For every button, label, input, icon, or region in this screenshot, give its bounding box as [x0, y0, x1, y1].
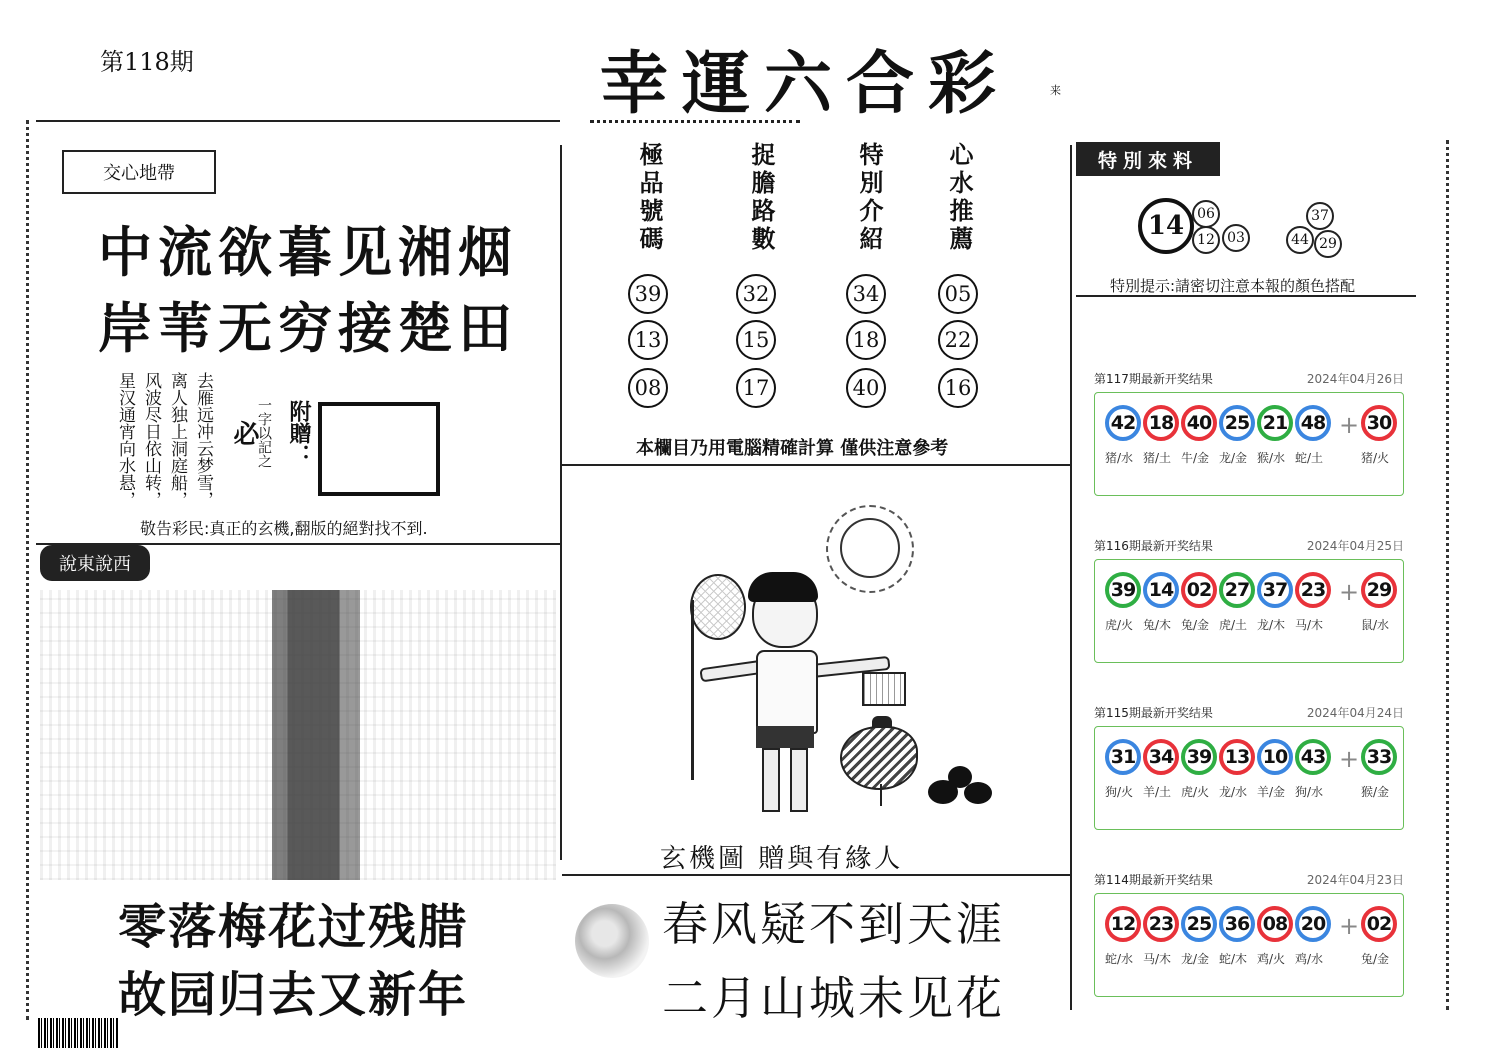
result-ball: 23 — [1143, 906, 1179, 942]
zodiac-label: 牛/金 — [1180, 451, 1210, 465]
boy-leg — [790, 748, 808, 812]
small-ball: 44 — [1286, 226, 1314, 254]
result-ball: 23 — [1295, 572, 1331, 608]
result-ball: 12 — [1105, 906, 1141, 942]
result-card-114 — [1082, 871, 1418, 1021]
result-ball: 31 — [1105, 739, 1141, 775]
result-ball: 37 — [1257, 572, 1293, 608]
result-balls — [1094, 392, 1404, 496]
result-ball: 39 — [1181, 739, 1217, 775]
result-ball: 43 — [1295, 739, 1331, 775]
section-tag-jiaoxin: 交心地帶 — [62, 150, 216, 194]
number-ball: 05 — [938, 274, 978, 314]
poem-mid-line-2: 故园归去又新年 — [118, 967, 469, 1023]
title-ornament — [590, 120, 800, 123]
zodiac-label: 蛇/木 — [1218, 952, 1248, 966]
number-ball: 22 — [938, 320, 978, 360]
zodiac-label: 猪/水 — [1104, 451, 1134, 465]
page-title: 幸運六合彩 — [600, 44, 1011, 124]
result-ball: 39 — [1105, 572, 1141, 608]
stone-icon — [964, 782, 992, 804]
basket-icon — [862, 672, 906, 706]
number-ball: 18 — [846, 320, 886, 360]
zodiac-label: 马/木 — [1294, 618, 1324, 632]
result-ball: 25 — [1181, 906, 1217, 942]
result-ball: 08 — [1257, 906, 1293, 942]
right-vine-border — [1436, 140, 1449, 1010]
small-ball: 12 — [1192, 226, 1220, 254]
zodiac-label: 虎/火 — [1180, 785, 1210, 799]
column-head-1: 極品號碼 — [635, 142, 664, 254]
computer-note: 本欄目乃用電腦精確計算 僅供注意參考 — [636, 438, 949, 459]
result-date: 2024年04月26日 — [1306, 372, 1404, 386]
result-balls — [1094, 893, 1404, 997]
issue-number: 第118期 — [100, 48, 194, 76]
boy-leg — [762, 748, 780, 812]
result-ball: 10 — [1257, 739, 1293, 775]
result-ball: 20 — [1295, 906, 1331, 942]
zodiac-label: 猴/水 — [1256, 451, 1286, 465]
boy-arm-left — [699, 660, 764, 683]
zodiac-label: 猪/火 — [1360, 451, 1390, 465]
column-head-4: 心水推薦 — [945, 142, 974, 254]
zodiac-label: 羊/土 — [1142, 785, 1172, 799]
column-head-3: 特別介紹 — [855, 142, 884, 254]
result-date: 2024年04月25日 — [1306, 539, 1404, 553]
number-ball: 17 — [736, 368, 776, 408]
result-balls — [1094, 726, 1404, 830]
special-result-ball: 33 — [1361, 739, 1397, 775]
section-tag-tebie: 特別來料 — [1076, 142, 1220, 176]
cartoon-caption: 玄機圖 贈與有緣人 — [660, 844, 904, 874]
result-date: 2024年04月24日 — [1306, 706, 1404, 720]
plus-icon: + — [1339, 411, 1360, 439]
result-balls — [1094, 559, 1404, 663]
middle-rule-1 — [562, 464, 1070, 466]
number-ball: 32 — [736, 274, 776, 314]
verse-2: 离人独上洞庭船， — [167, 372, 187, 508]
number-ball: 13 — [628, 320, 668, 360]
title-tail: 来 — [1050, 84, 1061, 97]
poem-line-1: 中流欲暮见湘烟 — [98, 220, 518, 284]
small-ball: 06 — [1192, 200, 1220, 228]
column-head-2: 捉膽路數 — [747, 142, 776, 254]
result-title: 第116期最新开奖结果 — [1094, 539, 1213, 553]
zodiac-label: 龙/木 — [1256, 618, 1286, 632]
number-ball: 39 — [628, 274, 668, 314]
bi-character: 必 — [229, 420, 259, 446]
verse-4: 星汉通宵向水悬， — [115, 372, 135, 508]
number-ball: 40 — [846, 368, 886, 408]
result-ball: 14 — [1143, 572, 1179, 608]
number-ball: 34 — [846, 274, 886, 314]
result-ball: 34 — [1143, 739, 1179, 775]
zodiac-label: 兔/木 — [1142, 618, 1172, 632]
main-special-ball: 14 — [1138, 198, 1194, 254]
result-ball: 02 — [1181, 572, 1217, 608]
zodiac-label: 猪/土 — [1142, 451, 1172, 465]
zodiac-label: 狗/水 — [1294, 785, 1324, 799]
result-ball: 48 — [1295, 405, 1331, 441]
zodiac-label: 兔/金 — [1180, 618, 1210, 632]
result-ball: 40 — [1181, 405, 1217, 441]
poem-mid-line-1: 零落梅花过残腊 — [118, 899, 469, 955]
small-ball: 29 — [1314, 230, 1342, 258]
result-ball: 25 — [1219, 405, 1255, 441]
scanned-text-area — [40, 590, 556, 880]
zodiac-label: 鸡/水 — [1294, 952, 1324, 966]
result-title: 第115期最新开奖结果 — [1094, 706, 1213, 720]
butterfly-net-icon — [690, 574, 746, 640]
zodiac-label: 蛇/土 — [1294, 451, 1324, 465]
result-ball: 21 — [1257, 405, 1293, 441]
result-date: 2024年04月23日 — [1306, 873, 1404, 887]
number-ball: 16 — [938, 368, 978, 408]
zodiac-label: 猴/金 — [1360, 785, 1390, 799]
zodiac-label: 鸡/火 — [1256, 952, 1286, 966]
one-word-hint: 一字以記之 — [256, 398, 272, 468]
barcode — [38, 1018, 118, 1048]
result-ball: 18 — [1143, 405, 1179, 441]
special-result-ball: 29 — [1361, 572, 1397, 608]
net-pole — [691, 600, 694, 780]
special-result-ball: 02 — [1361, 906, 1397, 942]
center-right-divider — [1070, 145, 1072, 1010]
zodiac-label: 兔/金 — [1360, 952, 1390, 966]
small-ball: 03 — [1222, 224, 1250, 252]
notice-text: 敬告彩民:真正的玄機,翻版的絕對找不到. — [140, 519, 428, 538]
zodiac-label: 龙/金 — [1180, 952, 1210, 966]
boy-shorts — [756, 726, 814, 748]
result-ball: 36 — [1219, 906, 1255, 942]
zodiac-label: 虎/火 — [1104, 618, 1134, 632]
boy-body — [756, 650, 818, 734]
zodiac-label: 狗/火 — [1104, 785, 1134, 799]
zodiac-label: 龙/水 — [1218, 785, 1248, 799]
section-tag-shuodong: 說東說西 — [40, 545, 150, 581]
left-vine-border — [26, 120, 39, 1020]
sun-icon — [840, 518, 900, 578]
result-card-116 — [1082, 537, 1418, 687]
special-result-ball: 30 — [1361, 405, 1397, 441]
plus-icon: + — [1339, 912, 1360, 940]
yin-yang-icon — [575, 904, 649, 978]
zodiac-label: 龙/金 — [1218, 451, 1248, 465]
zodiac-label: 马/木 — [1142, 952, 1172, 966]
rooster-icon — [840, 726, 918, 790]
rooster-leg — [880, 784, 882, 806]
center-left-divider — [560, 145, 562, 860]
poem-br-line-1: 春风疑不到天涯 — [662, 897, 1005, 951]
gift-box — [318, 402, 440, 496]
verse-3: 风波尽日依山转， — [141, 372, 161, 508]
poem-br-line-2: 二月山城未见花 — [662, 971, 1005, 1025]
result-ball: 42 — [1105, 405, 1141, 441]
plus-icon: + — [1339, 578, 1360, 606]
zodiac-label: 羊/金 — [1256, 785, 1286, 799]
number-ball: 08 — [628, 368, 668, 408]
attached-gift-label: 附贈： — [286, 400, 312, 466]
result-title: 第117期最新开奖结果 — [1094, 372, 1213, 386]
result-ball: 13 — [1219, 739, 1255, 775]
result-ball: 27 — [1219, 572, 1255, 608]
poem-line-2: 岸苇无穷接楚田 — [98, 296, 518, 360]
number-ball: 15 — [736, 320, 776, 360]
boy-hair — [748, 572, 818, 602]
plus-icon: + — [1339, 745, 1360, 773]
zodiac-label: 鼠/水 — [1360, 618, 1390, 632]
zodiac-label: 虎/土 — [1218, 618, 1248, 632]
zodiac-label: 蛇/水 — [1104, 952, 1134, 966]
result-title: 第114期最新开奖结果 — [1094, 873, 1213, 887]
verse-1: 去雁远冲云梦雪， — [193, 372, 213, 508]
result-card-115 — [1082, 704, 1418, 854]
result-card-117 — [1082, 370, 1418, 520]
small-ball: 37 — [1306, 202, 1334, 230]
special-tip: 特別提示:請密切注意本報的顏色搭配 — [1110, 277, 1356, 295]
top-left-rule — [36, 120, 560, 122]
